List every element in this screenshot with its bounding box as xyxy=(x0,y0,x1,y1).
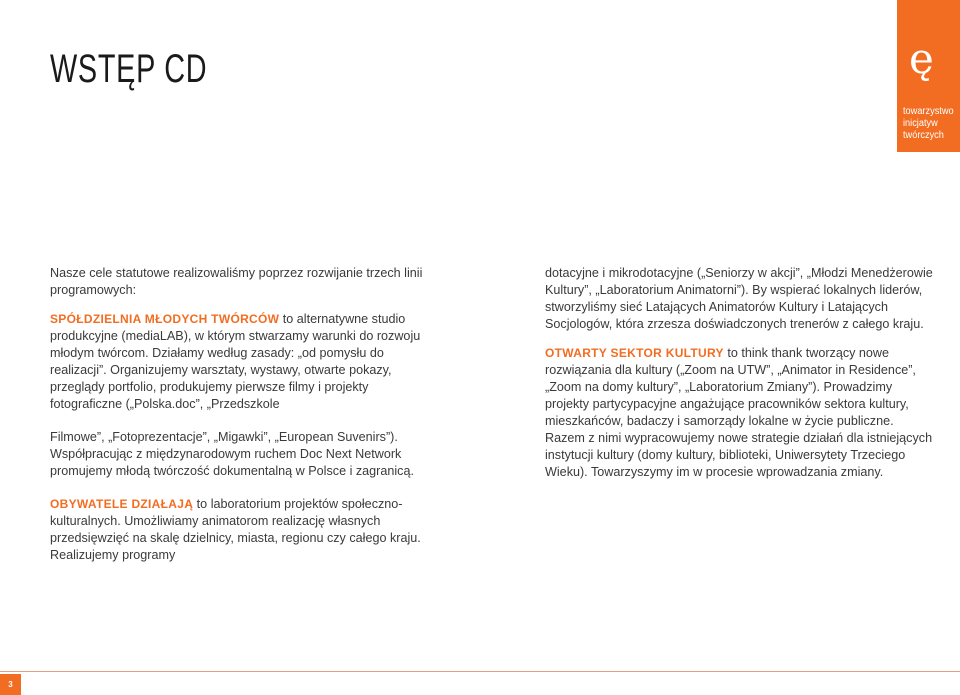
citizens-text: to laboratorium projektów społeczno-kulturalnych. Umożliwiamy animatorom realizację własnych przedsięwzięć na skalę dzielnicy, miasta, regionu czy całego kraju. Realizujemy programy xyxy=(50,497,421,562)
page-title: WSTĘP CD xyxy=(50,46,208,91)
culture-sector-text: to think thank tworzący nowe rozwiązania dla kultury („Zoom na UTW”, „Animator in Residence”, „Zoom na domy kultury”, „Laboratorium Zmiany”). Prowadzimy projekty partycypacyjne angażujące pracowników sektora kultury, mieszkańców, badaczy i samorządy lokalne w życie publiczne. Razem z nimi wypracowujemy nowe strategie działań dla istniejących instytucji kultury (domy kultury, biblioteki, Uniwersytety Trzeciego Wieku). Towarzyszymy im w procesie wprowadzania zmiany. xyxy=(545,346,933,479)
culture-sector-paragraph xyxy=(545,345,935,481)
logo-text-line1: towarzystwo xyxy=(903,106,954,117)
citizens-paragraph xyxy=(50,496,442,564)
left-column xyxy=(50,265,442,564)
cooperative-paragraph xyxy=(50,311,442,413)
logo xyxy=(897,0,960,152)
intro-paragraph: Nasze cele statutowe realizowaliśmy poprzez rozwijanie trzech linii programowych: xyxy=(50,266,423,297)
page-number: 3 xyxy=(0,674,21,695)
logo-glyph: ę xyxy=(909,34,934,83)
cooperative-heading: SPÓŁDZIELNIA MŁODYCH TWÓRCÓW xyxy=(50,312,280,326)
cooperative-text: to alternatywne studio produkcyjne (mediaLAB), w którym stwarzamy warunki do rozwoju młodym twórcom. Działamy według zasady: „od pomysłu do realizacji”. Organizujemy warsztaty, wystawy, otwarte pokazy, przeglądy portfolio, produkujemy pierwsze filmy i projekty fotograficzne („Polska.doc”, „Przedszkole xyxy=(50,312,421,411)
logo-text-line3: twórczych xyxy=(903,130,944,141)
films-paragraph: Filmowe”, „Fotoprezentacje”, „Migawki”, „European Suvenirs”). Współpracując z międzynarodowym ruchem Doc Next Network promujemy młodą twórczość dokumentalną w Polsce i zagranicą. xyxy=(50,430,414,478)
logo-text-line2: inicjatyw xyxy=(903,118,938,129)
footer-divider xyxy=(0,671,960,672)
culture-sector-heading: OTWARTY SEKTOR KULTURY xyxy=(545,346,724,360)
citizens-heading: OBYWATELE DZIAŁAJĄ xyxy=(50,497,194,511)
grants-paragraph: dotacyjne i mikrodotacyjne („Seniorzy w akcji”, „Młodzi Menedżerowie Kultury”, „Laboratorium Animatorni”). By wspierać lokalnych liderów, stworzyliśmy sieć Latających Animatorów Kultury i Latających Socjologów, która zrzesza doświadczonych trenerów z całego kraju. xyxy=(545,266,933,331)
right-column xyxy=(545,265,935,481)
